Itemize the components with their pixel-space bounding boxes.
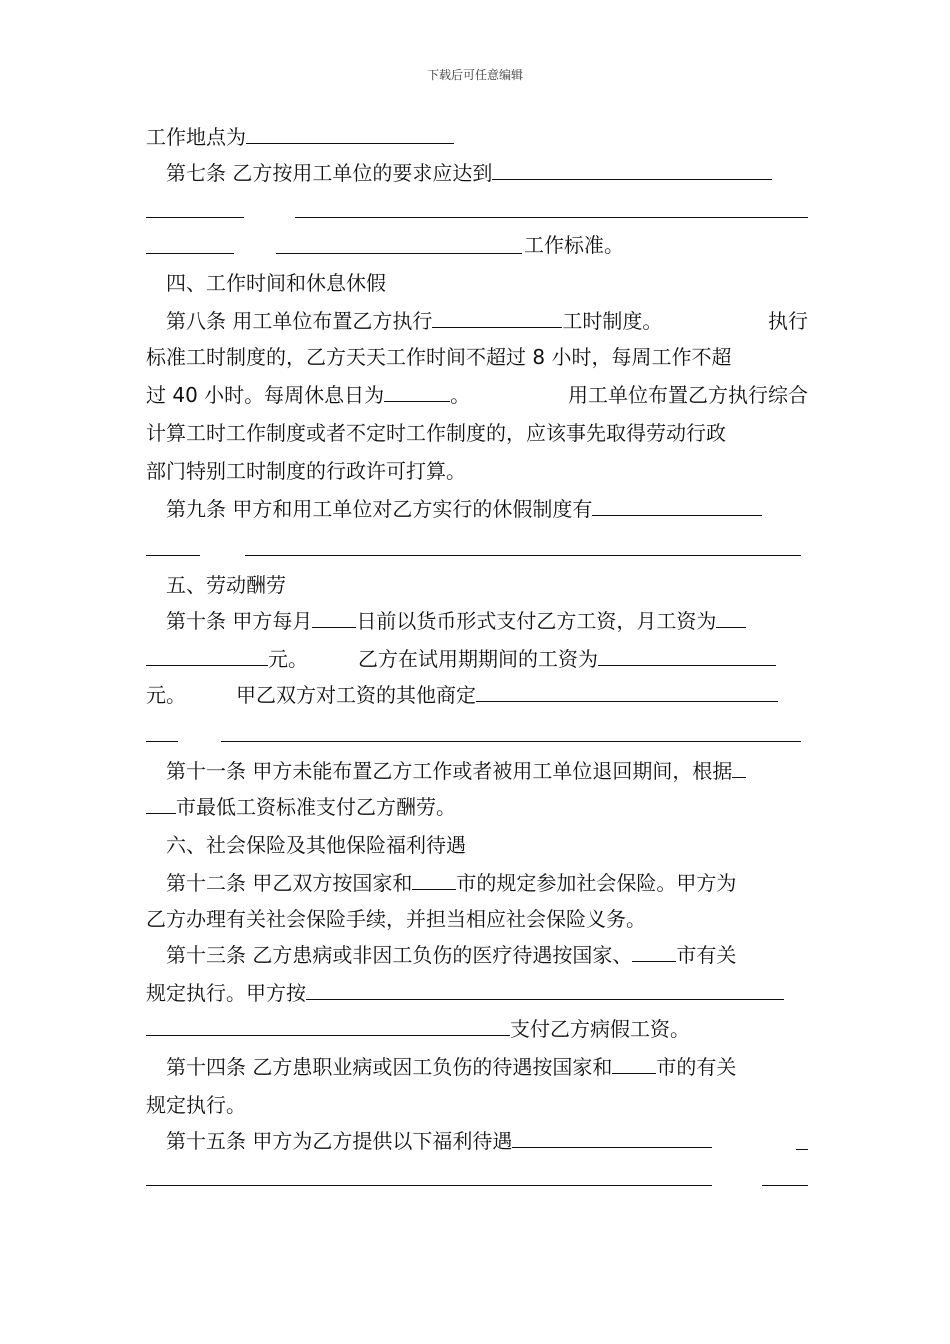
blank-line[interactable] [245, 554, 801, 556]
blank-line[interactable] [592, 514, 762, 516]
article-7-end-text: 工作标准。 [524, 233, 624, 257]
article-10-other [236, 680, 778, 710]
article-14-text: 市的有关 [656, 1055, 737, 1079]
article-7-text: 第七条 乙方按用工单位的要求应达到 [166, 161, 493, 185]
blank-line[interactable] [632, 960, 676, 962]
article-13-text: 第十三条 乙方患病或非因工负伤的医疗待遇按国家、 [166, 943, 633, 967]
article-9-line [146, 494, 808, 524]
section-6-heading: 六、社会保险及其他保险福利待遇 [166, 833, 466, 857]
article-7-line [146, 158, 808, 188]
article-11-line-2 [146, 792, 808, 822]
blank-line[interactable] [295, 216, 808, 218]
blank-line[interactable] [762, 1184, 808, 1186]
article-7-end-line [146, 230, 808, 260]
article-11-text: 市最低工资标准支付乙方酬劳。 [176, 795, 456, 819]
blank-line[interactable] [598, 664, 776, 666]
blank-line[interactable] [476, 700, 778, 702]
article-14-line-2: 规定执行。 [146, 1093, 246, 1117]
article-8-text: 。 [450, 383, 471, 407]
article-12-line-2: 乙方办理有关社会保险手续，并担当相应社会保险义务。 [146, 907, 646, 931]
article-8-text: 第八条 用工单位布置乙方执行 [166, 309, 433, 333]
article-13-text: 市有关 [676, 943, 737, 967]
article-14-line-1 [146, 1052, 808, 1082]
article-10-line-3 [146, 680, 808, 710]
article-15-blanks [146, 1162, 808, 1192]
article-8-line-1 [146, 306, 808, 336]
blank-line[interactable] [276, 252, 522, 254]
article-9-blanks [146, 532, 808, 562]
blank-line[interactable] [146, 740, 178, 742]
article-7-blanks [146, 194, 808, 224]
blank-line[interactable] [796, 1148, 808, 1150]
blank-line[interactable] [312, 626, 356, 628]
blank-line[interactable] [384, 400, 450, 402]
blank-line[interactable] [612, 1072, 656, 1074]
blank-line[interactable] [432, 326, 562, 328]
blank-line[interactable] [146, 554, 200, 556]
blank-line[interactable] [146, 664, 268, 666]
article-10-text: 乙方在试用期期间的工资为 [358, 647, 598, 671]
article-8-text: 工时制度。 [562, 309, 663, 333]
article-10-line-2 [146, 644, 808, 674]
blank-line[interactable] [716, 626, 746, 628]
blank-line[interactable] [492, 178, 772, 180]
article-10-line-1 [146, 606, 808, 636]
article-13-line-2 [146, 978, 808, 1008]
article-11-line-1 [146, 756, 808, 786]
blank-line[interactable] [146, 1184, 712, 1186]
article-10-text: 甲乙双方对工资的其他商定 [236, 683, 476, 707]
blank-line[interactable] [146, 216, 244, 218]
article-10-text: 元。 [146, 683, 186, 707]
page-header: 下载后可任意编辑 [426, 68, 523, 82]
article-8-line-3 [146, 380, 808, 410]
blank-line[interactable] [306, 998, 784, 1000]
article-8-text: 执行 [768, 309, 808, 333]
blank-line[interactable] [512, 1146, 712, 1148]
blank-line[interactable] [146, 252, 234, 254]
section-5-heading: 五、劳动酬劳 [166, 573, 286, 597]
blank-line[interactable] [146, 812, 176, 814]
article-13-line-1 [146, 940, 808, 970]
article-8-text: 用工单位布置乙方执行综合 [568, 383, 808, 407]
work-place-label: 工作地点为 [146, 125, 246, 149]
work-place-line [146, 122, 808, 152]
blank-line[interactable] [246, 142, 454, 144]
section-4-heading: 四、工作时间和休息休假 [166, 271, 386, 295]
article-15-text: 第十五条 甲方为乙方提供以下福利待遇 [166, 1129, 513, 1153]
article-8-line-4: 计算工时工作制度或者不定时工作制度的，应该事先取得劳动行政 [146, 421, 726, 445]
article-15-line [146, 1126, 808, 1156]
article-11-text: 第十一条 甲方未能布置乙方工作或者被用工单位退回期间，根据 [166, 759, 733, 783]
article-10-blanks [146, 718, 808, 748]
article-10-probation [358, 644, 776, 674]
blank-line[interactable] [412, 888, 456, 890]
article-10-text: 日前以货币形式支付乙方工资，月工资为 [356, 609, 717, 633]
article-9-text: 第九条 甲方和用工单位对乙方实行的休假制度有 [166, 497, 593, 521]
blank-line[interactable] [146, 1034, 510, 1036]
article-13-line-3 [146, 1014, 808, 1044]
blank-line[interactable] [732, 776, 746, 778]
article-12-text: 第十二条 甲乙双方按国家和 [166, 871, 413, 895]
article-10-text: 元。 [268, 647, 308, 671]
article-8-line-5: 部门特别工时制度的行政许可打算。 [146, 459, 466, 483]
article-13-text: 规定执行。甲方按 [146, 981, 306, 1005]
article-12-line-1 [146, 868, 808, 898]
article-8-line-2: 标准工时制度的，乙方天天工作时间不超过 8 小时，每周工作不超 [146, 345, 732, 369]
article-10-text: 第十条 甲方每月 [166, 609, 313, 633]
article-12-text: 市的规定参加社会保险。甲方为 [456, 871, 737, 895]
article-14-text: 第十四条 乙方患职业病或因工负伤的待遇按国家和 [166, 1055, 613, 1079]
article-8-text: 过 40 小时。每周休息日为 [146, 383, 385, 407]
article-13-text: 支付乙方病假工资。 [510, 1017, 690, 1041]
blank-line[interactable] [221, 740, 801, 742]
